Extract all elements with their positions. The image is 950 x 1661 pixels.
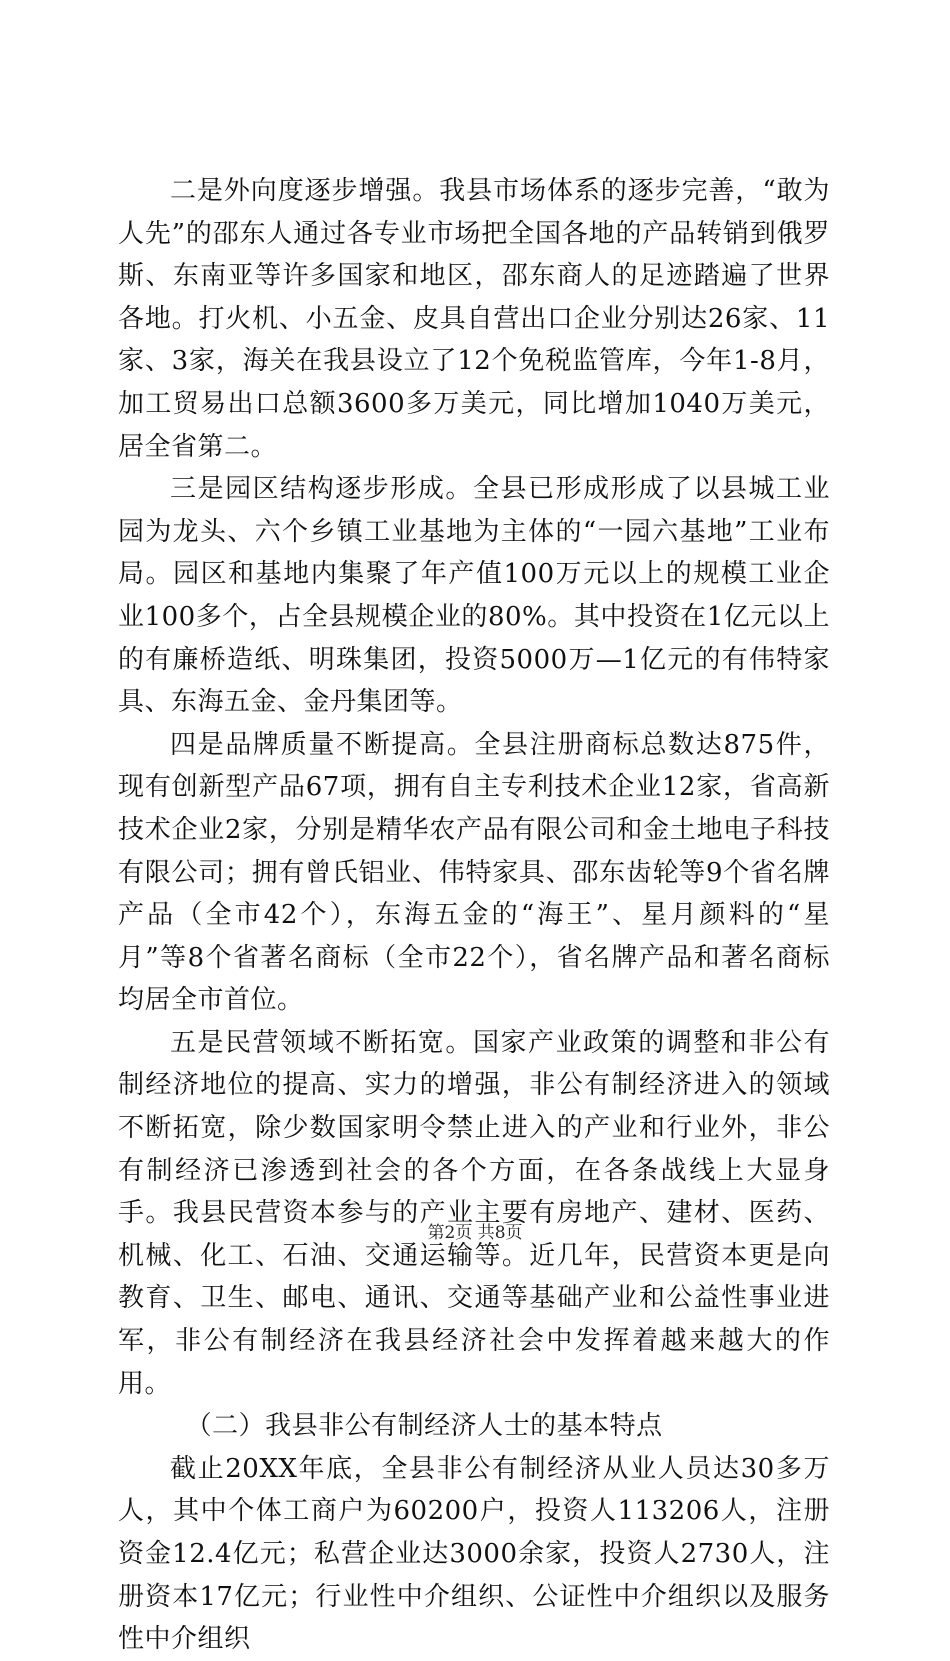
section-heading: （二）我县非公有制经济人士的基本特点: [185, 1411, 663, 1442]
page-footer: 第2页 共8页: [427, 1223, 523, 1243]
paragraph-brand-quality: 四是品牌质量不断提高。全县注册商标总数达875件，现有创新型产品67项，拥有自主专利技术企业12家，省高新技术企业2家，分别是精华农产品有限公司和金土地电子科技有限公司；拥有曾氏铝业、伟特家具、邵东齿轮等9个省名牌产品（全市42个），东海五金的“海王”、星月颜料的“星月”等8个省著名商标（全市22个），省名牌产品和著名商标均居全市首位。: [118, 729, 830, 1016]
paragraph-private-sector: 五是民营领域不断拓宽。国家产业政策的调整和非公有制经济地位的提高、实力的增强，非公有制经济进入的领域不断拓宽，除少数国家明令禁止进入的产业和行业外，非公有制经济已渗透到社会的各个方面，在各条战线上大显身手。我县民营资本参与的产业主要有房地产、建材、医药、机械、化工、石油、交通运输等。近几年，民营资本更是向教育、卫生、邮电、通讯、交通等基础产业和公益性事业进军，非公有制经济在我县经济社会中发挥着越来越大的作用。: [118, 1027, 830, 1399]
paragraph-industrial-park: 三是园区结构逐步形成。全县已形成形成了以县城工业园为龙头、六个乡镇工业基地为主体的“一园六基地”工业布局。园区和基地内集聚了年产值100万元以上的规模工业企业100多个，占全县规模企业的80%。其中投资在1亿元以上的有廉桥造纸、明珠集团，投资5000万—1亿元的有伟特家具、东海五金、金丹集团等。: [118, 474, 830, 718]
document-body: [118, 170, 830, 1661]
paragraph-export: 二是外向度逐步增强。我县市场体系的逐步完善，“敢为人先”的邵东人通过各专业市场把全国各地的产品转销到俄罗斯、东南亚等许多国家和地区，邵东商人的足迹踏遍了世界各地。打火机、小五金、皮具自营出口企业分别达26家、11家、3家，海关在我县设立了12个免税监管库，今年1-8月，加工贸易出口总额3600多万美元，同比增加1040万美元，居全省第二。: [118, 176, 830, 462]
paragraph-statistics: 截止20XX年底，全县非公有制经济从业人员达30多万人，其中个体工商户为60200户，投资人113206人，注册资金12.4亿元；私营企业达3000余家，投资人2730人，注册资本17亿元；行业性中介组织、公证性中介组织以及服务性中介组织: [118, 1453, 830, 1655]
